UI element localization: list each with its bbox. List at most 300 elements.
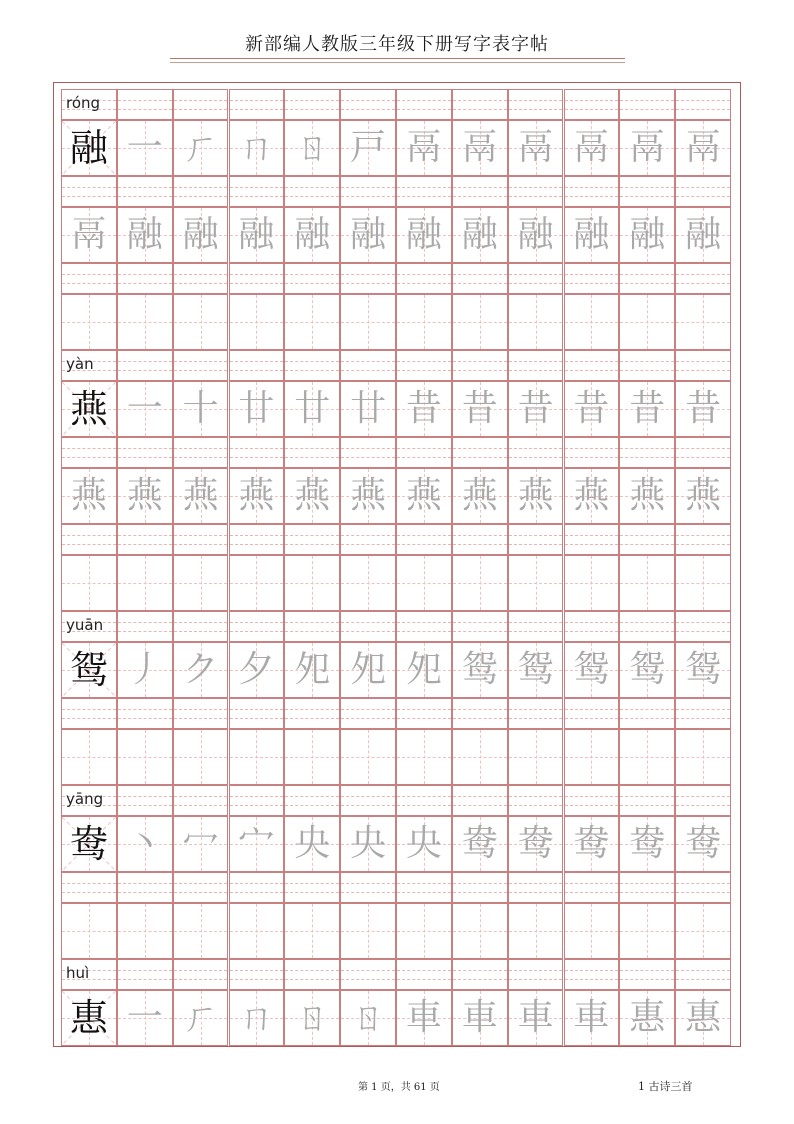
pinyin-guide-line bbox=[453, 283, 507, 284]
pinyin-row bbox=[61, 89, 731, 120]
pinyin-guide-line bbox=[509, 109, 563, 110]
pinyin-guide-line bbox=[565, 709, 619, 710]
trace-character: 昔 bbox=[405, 388, 442, 429]
pinyin-guide-line bbox=[509, 535, 563, 536]
trace-character bbox=[230, 556, 284, 610]
pinyin-cell bbox=[452, 872, 508, 903]
pinyin-guide-line bbox=[230, 457, 284, 458]
pinyin-guide-line bbox=[230, 196, 284, 197]
trace-character: 戸 bbox=[350, 127, 387, 168]
pinyin-guide-line bbox=[118, 283, 172, 284]
trace-character: 宀 bbox=[238, 823, 275, 864]
pinyin-cell bbox=[508, 872, 564, 903]
model-character: 惠 bbox=[69, 996, 108, 1040]
practice-cell bbox=[396, 816, 452, 872]
trace-character: 鸯 bbox=[629, 823, 666, 864]
pinyin-cell bbox=[619, 263, 675, 294]
trace-character: 丿 bbox=[126, 649, 163, 690]
trace-character: 一 bbox=[126, 997, 163, 1038]
trace-character bbox=[174, 295, 228, 349]
pinyin-guide-line bbox=[676, 100, 730, 101]
pinyin-guide-line bbox=[565, 448, 619, 449]
trace-character: 燕 bbox=[461, 475, 498, 516]
practice-cell bbox=[675, 555, 731, 611]
pinyin-guide-line bbox=[285, 448, 339, 449]
trace-character bbox=[397, 556, 451, 610]
practice-cell bbox=[508, 903, 564, 959]
pinyin-cell bbox=[564, 89, 620, 120]
pinyin-cell bbox=[229, 959, 285, 990]
trace-character bbox=[565, 295, 619, 349]
pinyin-cell bbox=[117, 872, 173, 903]
pinyin-cell bbox=[396, 350, 452, 381]
practice-cell bbox=[61, 207, 117, 263]
pinyin-guide-line bbox=[174, 535, 228, 536]
practice-cell bbox=[396, 468, 452, 524]
pinyin-guide-line bbox=[509, 979, 563, 980]
pinyin-cell bbox=[619, 611, 675, 642]
practice-cell bbox=[117, 294, 173, 350]
pinyin-guide-line bbox=[397, 892, 451, 893]
pinyin-guide-line bbox=[341, 622, 395, 623]
pinyin-cell bbox=[340, 437, 396, 468]
pinyin-guide-line bbox=[453, 457, 507, 458]
trace-character: 廿 bbox=[238, 388, 275, 429]
pinyin-guide-line bbox=[676, 283, 730, 284]
pinyin-guide-line bbox=[509, 196, 563, 197]
practice-cell bbox=[61, 468, 117, 524]
pinyin-guide-line bbox=[285, 979, 339, 980]
practice-cell bbox=[117, 642, 173, 698]
practice-cell bbox=[619, 816, 675, 872]
practice-cell bbox=[564, 207, 620, 263]
pinyin-guide-line bbox=[118, 883, 172, 884]
pinyin-cell bbox=[173, 698, 229, 729]
trace-character: 鸯 bbox=[517, 823, 554, 864]
pinyin-cell bbox=[229, 350, 285, 381]
pinyin-guide-line bbox=[62, 187, 116, 188]
pinyin-cell bbox=[117, 350, 173, 381]
pinyin-cell bbox=[675, 89, 731, 120]
practice-cell bbox=[229, 207, 285, 263]
pinyin-guide-line bbox=[62, 709, 116, 710]
pinyin-cell bbox=[173, 350, 229, 381]
pinyin-guide-line bbox=[397, 274, 451, 275]
pinyin-guide-line bbox=[230, 631, 284, 632]
pinyin-guide-line bbox=[509, 448, 563, 449]
pinyin-guide-line bbox=[453, 100, 507, 101]
pinyin-guide-line bbox=[62, 718, 116, 719]
pinyin-cell bbox=[284, 872, 340, 903]
pinyin-row bbox=[61, 611, 731, 642]
pinyin-cell bbox=[173, 89, 229, 120]
trace-character bbox=[118, 904, 172, 958]
pinyin-guide-line bbox=[174, 448, 228, 449]
pinyin-cell bbox=[340, 959, 396, 990]
practice-cell bbox=[508, 990, 564, 1046]
practice-cell bbox=[117, 381, 173, 437]
trace-character bbox=[397, 295, 451, 349]
pinyin-guide-line bbox=[341, 631, 395, 632]
practice-cell bbox=[396, 120, 452, 176]
pinyin-guide-line bbox=[676, 535, 730, 536]
trace-character: ㄇ bbox=[238, 997, 275, 1038]
practice-cell bbox=[284, 294, 340, 350]
pinyin-guide-line bbox=[230, 718, 284, 719]
pinyin-guide-line bbox=[230, 622, 284, 623]
pinyin-cell bbox=[675, 176, 731, 207]
pinyin-cell bbox=[229, 263, 285, 294]
practice-cell bbox=[675, 903, 731, 959]
pinyin-cell bbox=[117, 89, 173, 120]
pinyin-guide-line bbox=[174, 274, 228, 275]
practice-cell bbox=[619, 381, 675, 437]
pinyin-cell bbox=[61, 959, 117, 990]
pinyin-guide-line bbox=[397, 457, 451, 458]
trace-character: 融 bbox=[126, 214, 163, 255]
pinyin-guide-line bbox=[397, 361, 451, 362]
pinyin-guide-line bbox=[565, 970, 619, 971]
pinyin-guide-line bbox=[453, 622, 507, 623]
pinyin-guide-line bbox=[676, 370, 730, 371]
pinyin-guide-line bbox=[453, 544, 507, 545]
pinyin-guide-line bbox=[565, 979, 619, 980]
practice-cell bbox=[396, 294, 452, 350]
pinyin-cell bbox=[452, 437, 508, 468]
pinyin-cell bbox=[508, 437, 564, 468]
pinyin-guide-line bbox=[565, 631, 619, 632]
practice-cell bbox=[675, 642, 731, 698]
pinyin-cell bbox=[396, 611, 452, 642]
pinyin-cell bbox=[117, 785, 173, 816]
pinyin-guide-line bbox=[620, 535, 674, 536]
pinyin-cell bbox=[396, 959, 452, 990]
pinyin-cell bbox=[284, 611, 340, 642]
pinyin-guide-line bbox=[118, 196, 172, 197]
practice-cell bbox=[508, 120, 564, 176]
pinyin-guide-line bbox=[676, 544, 730, 545]
pinyin-cell bbox=[229, 89, 285, 120]
trace-character: 一 bbox=[126, 388, 163, 429]
pinyin-cell bbox=[564, 437, 620, 468]
pinyin-guide-line bbox=[620, 187, 674, 188]
pinyin-cell bbox=[229, 176, 285, 207]
pinyin-cell bbox=[452, 263, 508, 294]
pinyin-cell bbox=[452, 611, 508, 642]
pinyin-guide-line bbox=[565, 892, 619, 893]
pinyin-guide-line bbox=[397, 370, 451, 371]
pinyin-cell bbox=[396, 176, 452, 207]
pinyin-cell bbox=[396, 872, 452, 903]
pinyin-cell bbox=[508, 350, 564, 381]
pinyin-guide-line bbox=[453, 109, 507, 110]
pinyin-guide-line bbox=[62, 544, 116, 545]
practice-cell bbox=[508, 381, 564, 437]
pinyin-cell bbox=[452, 350, 508, 381]
pinyin-cell bbox=[564, 263, 620, 294]
trace-character bbox=[285, 556, 339, 610]
practice-cell bbox=[173, 381, 229, 437]
pinyin-guide-line bbox=[285, 535, 339, 536]
pinyin-cell bbox=[396, 524, 452, 555]
practice-cell bbox=[452, 381, 508, 437]
pinyin-guide-line bbox=[341, 283, 395, 284]
pinyin-cell bbox=[340, 698, 396, 729]
pinyin-guide-line bbox=[397, 631, 451, 632]
trace-character: 車 bbox=[405, 997, 442, 1038]
model-character-cell bbox=[61, 816, 117, 872]
practice-cell bbox=[675, 294, 731, 350]
pinyin-cell bbox=[396, 437, 452, 468]
pinyin-guide-line bbox=[174, 883, 228, 884]
trace-character bbox=[453, 730, 507, 784]
trace-character: 燕 bbox=[294, 475, 331, 516]
pinyin-guide-line bbox=[620, 283, 674, 284]
trace-character: ㄖ bbox=[350, 997, 387, 1038]
pinyin-guide-line bbox=[285, 370, 339, 371]
pinyin-guide-line bbox=[230, 796, 284, 797]
pinyin-cell bbox=[61, 176, 117, 207]
pinyin-guide-line bbox=[341, 370, 395, 371]
pinyin-cell bbox=[229, 698, 285, 729]
pinyin-guide-line bbox=[118, 892, 172, 893]
pinyin-cell bbox=[396, 698, 452, 729]
pinyin-cell bbox=[173, 959, 229, 990]
pinyin-guide-line bbox=[230, 535, 284, 536]
pinyin-guide-line bbox=[620, 631, 674, 632]
character-row bbox=[61, 816, 731, 872]
pinyin-guide-line bbox=[230, 544, 284, 545]
pinyin-guide-line bbox=[174, 544, 228, 545]
practice-cell bbox=[229, 120, 285, 176]
practice-cell bbox=[61, 294, 117, 350]
pinyin-cell bbox=[675, 350, 731, 381]
practice-cell bbox=[340, 207, 396, 263]
pinyin-guide-line bbox=[565, 622, 619, 623]
pinyin-guide-line bbox=[453, 535, 507, 536]
pinyin-guide-line bbox=[676, 196, 730, 197]
practice-cell bbox=[396, 207, 452, 263]
pinyin-guide-line bbox=[620, 883, 674, 884]
pinyin-guide-line bbox=[285, 709, 339, 710]
pinyin-cell bbox=[508, 698, 564, 729]
pinyin-guide-line bbox=[230, 709, 284, 710]
trace-character bbox=[341, 904, 395, 958]
practice-cell bbox=[619, 468, 675, 524]
pinyin-guide-line bbox=[118, 361, 172, 362]
pinyin-guide-line bbox=[174, 631, 228, 632]
pinyin-guide-line bbox=[620, 979, 674, 980]
pinyin-guide-line bbox=[620, 100, 674, 101]
pinyin-cell bbox=[117, 611, 173, 642]
trace-character: 鸯 bbox=[573, 823, 610, 864]
model-character: 燕 bbox=[69, 387, 108, 431]
pinyin-guide-line bbox=[118, 100, 172, 101]
pinyin-cell bbox=[229, 524, 285, 555]
pinyin-guide-line bbox=[397, 187, 451, 188]
pinyin-cell bbox=[117, 698, 173, 729]
practice-cell bbox=[564, 816, 620, 872]
trace-character: 鸳 bbox=[517, 649, 554, 690]
title-underline bbox=[170, 58, 625, 59]
pinyin-guide-line bbox=[565, 805, 619, 806]
pinyin-guide-line bbox=[341, 970, 395, 971]
trace-character bbox=[341, 730, 395, 784]
trace-character: ㄏ bbox=[182, 127, 219, 168]
practice-cell bbox=[117, 120, 173, 176]
pinyin-guide-line bbox=[341, 187, 395, 188]
pinyin-guide-line bbox=[230, 109, 284, 110]
pinyin-guide-line bbox=[620, 709, 674, 710]
practice-cell bbox=[340, 816, 396, 872]
pinyin-guide-line bbox=[341, 796, 395, 797]
pinyin-cell bbox=[117, 437, 173, 468]
pinyin-guide-line bbox=[285, 718, 339, 719]
pinyin-guide-line bbox=[565, 370, 619, 371]
pinyin-row bbox=[61, 785, 731, 816]
pinyin-cell bbox=[173, 611, 229, 642]
trace-character: 十 bbox=[182, 388, 219, 429]
pinyin-cell bbox=[117, 524, 173, 555]
pinyin-cell bbox=[61, 89, 117, 120]
practice-cell bbox=[340, 381, 396, 437]
pinyin-guide-line bbox=[62, 892, 116, 893]
pinyin-cell bbox=[452, 89, 508, 120]
practice-cell bbox=[284, 642, 340, 698]
trace-character: 鸳 bbox=[461, 649, 498, 690]
pinyin-guide-line bbox=[341, 457, 395, 458]
practice-cell bbox=[229, 468, 285, 524]
practice-cell bbox=[117, 555, 173, 611]
pinyin-guide-line bbox=[565, 535, 619, 536]
pinyin-guide-line bbox=[397, 283, 451, 284]
practice-cell bbox=[619, 207, 675, 263]
pinyin-guide-line bbox=[453, 796, 507, 797]
pinyin-cell bbox=[61, 524, 117, 555]
trace-character: 鸯 bbox=[461, 823, 498, 864]
practice-cell bbox=[173, 816, 229, 872]
pinyin-guide-line bbox=[565, 718, 619, 719]
pinyin-guide-line bbox=[620, 544, 674, 545]
practice-cell bbox=[229, 555, 285, 611]
pinyin-cell bbox=[340, 263, 396, 294]
pinyin-cell bbox=[564, 524, 620, 555]
trace-character: 燕 bbox=[350, 475, 387, 516]
pinyin-cell bbox=[284, 959, 340, 990]
pinyin-cell bbox=[396, 785, 452, 816]
practice-cell bbox=[173, 468, 229, 524]
model-character: 鸳 bbox=[69, 648, 108, 692]
pinyin-cell bbox=[284, 437, 340, 468]
trace-character: ク bbox=[182, 649, 219, 690]
pinyin-guide-line bbox=[453, 979, 507, 980]
trace-character: 燕 bbox=[685, 475, 722, 516]
pinyin-guide-line bbox=[285, 274, 339, 275]
pinyin-guide-line bbox=[62, 283, 116, 284]
trace-character: 夕 bbox=[238, 649, 275, 690]
trace-character: 鸳 bbox=[573, 649, 610, 690]
pinyin-guide-line bbox=[565, 187, 619, 188]
spacer-row bbox=[61, 263, 731, 294]
pinyin-guide-line bbox=[174, 361, 228, 362]
pinyin-guide-line bbox=[509, 892, 563, 893]
trace-character bbox=[676, 904, 730, 958]
pinyin-guide-line bbox=[453, 883, 507, 884]
practice-cell bbox=[117, 729, 173, 785]
practice-cell bbox=[452, 120, 508, 176]
practice-cell bbox=[229, 642, 285, 698]
pinyin-guide-line bbox=[341, 361, 395, 362]
trace-character bbox=[62, 295, 116, 349]
pinyin-guide-line bbox=[285, 544, 339, 545]
trace-character bbox=[62, 556, 116, 610]
trace-character bbox=[174, 904, 228, 958]
pinyin-guide-line bbox=[118, 979, 172, 980]
pinyin-cell bbox=[61, 350, 117, 381]
model-character-cell bbox=[61, 642, 117, 698]
pinyin-guide-line bbox=[397, 796, 451, 797]
trace-character bbox=[620, 295, 674, 349]
character-row bbox=[61, 729, 731, 785]
practice-cell bbox=[452, 468, 508, 524]
practice-cell bbox=[396, 990, 452, 1046]
pinyin-guide-line bbox=[341, 892, 395, 893]
pinyin-guide-line bbox=[509, 796, 563, 797]
pinyin-guide-line bbox=[565, 457, 619, 458]
pinyin-guide-line bbox=[509, 622, 563, 623]
pinyin-guide-line bbox=[509, 457, 563, 458]
pinyin-cell bbox=[564, 698, 620, 729]
pinyin-row bbox=[61, 350, 731, 381]
pinyin-cell bbox=[173, 437, 229, 468]
pinyin-guide-line bbox=[285, 100, 339, 101]
pinyin-guide-line bbox=[341, 109, 395, 110]
character-row bbox=[61, 903, 731, 959]
practice-cell bbox=[564, 120, 620, 176]
practice-cell bbox=[396, 555, 452, 611]
pinyin-guide-line bbox=[453, 370, 507, 371]
pinyin-cell bbox=[452, 959, 508, 990]
pinyin-cell bbox=[173, 263, 229, 294]
pinyin-cell bbox=[452, 176, 508, 207]
practice-cell bbox=[284, 903, 340, 959]
practice-cell bbox=[508, 729, 564, 785]
pinyin-guide-line bbox=[676, 883, 730, 884]
pinyin-guide-line bbox=[453, 187, 507, 188]
practice-cell bbox=[452, 816, 508, 872]
practice-cell bbox=[117, 903, 173, 959]
practice-cell bbox=[284, 555, 340, 611]
pinyin-guide-line bbox=[174, 100, 228, 101]
pinyin-guide-line bbox=[62, 883, 116, 884]
pinyin-guide-line bbox=[676, 457, 730, 458]
trace-character: 鸳 bbox=[629, 649, 666, 690]
pinyin-guide-line bbox=[174, 718, 228, 719]
pinyin-guide-line bbox=[62, 448, 116, 449]
pinyin-cell bbox=[619, 872, 675, 903]
pinyin-cell bbox=[675, 437, 731, 468]
pinyin-guide-line bbox=[174, 457, 228, 458]
pinyin-guide-line bbox=[620, 448, 674, 449]
trace-character bbox=[118, 556, 172, 610]
trace-character bbox=[509, 556, 563, 610]
pinyin-guide-line bbox=[230, 370, 284, 371]
trace-character: 融 bbox=[517, 214, 554, 255]
pinyin-guide-line bbox=[174, 805, 228, 806]
pinyin-guide-line bbox=[620, 109, 674, 110]
pinyin-guide-line bbox=[341, 709, 395, 710]
pinyin-guide-line bbox=[676, 718, 730, 719]
